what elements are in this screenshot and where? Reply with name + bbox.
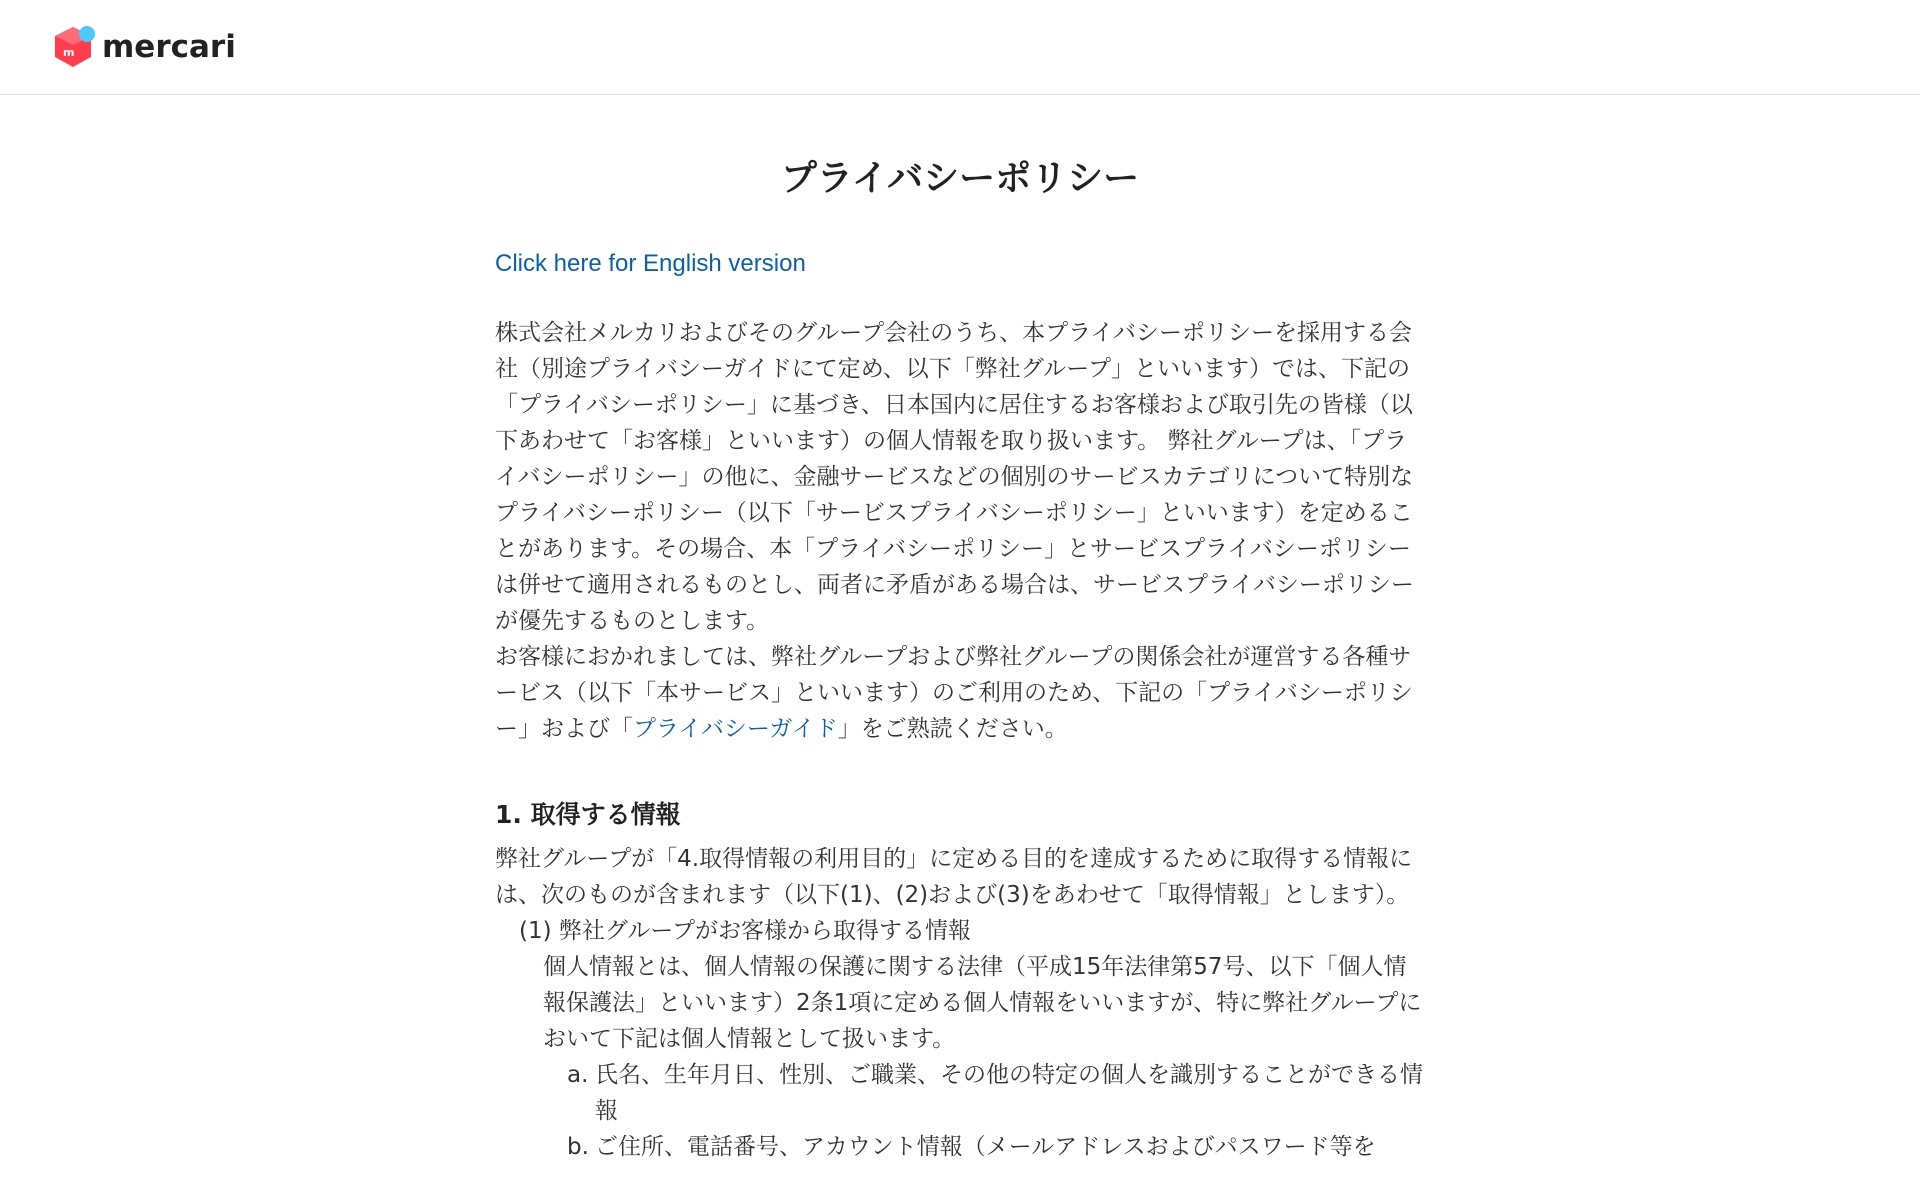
list-item-text: 氏名、生年月日、性別、ご職業、その他の特定の個人を識別することができる情報 — [595, 1062, 1423, 1125]
subsection-description: 個人情報とは、個人情報の保護に関する法律（平成15年法律第57号、以下「個人情報保護法」といいます）2条1項に定める個人情報をいいますが、特に弊社グループにおいて下記は個人情報として扱います。 — [543, 954, 1422, 1053]
logo-text: mercari — [102, 28, 236, 65]
svg-text:m: m — [63, 46, 75, 59]
subsection-heading: (1) 弊社グループがお客様から取得する情報 — [519, 918, 972, 945]
list-item-text: ご住所、電話番号、アカウント情報（メールアドレスおよびパスワード等を — [595, 1134, 1376, 1161]
list-item — [567, 1129, 1425, 1165]
site-header — [0, 0, 1920, 95]
intro-text-before: お客様におかれましては、弊社グループおよび弊社グループの関係会社が運営する各種サービス（以下「本サービス」といいます）のご利用のため、下記の「プライバシーポリシー」および「 — [495, 643, 1413, 742]
mercari-logo[interactable] — [53, 25, 236, 69]
page-title: プライバシーポリシー — [780, 158, 1140, 199]
list-item — [567, 1057, 1425, 1129]
intro-paragraph-2 — [495, 639, 1425, 747]
english-version-link[interactable]: Click here for English version — [495, 250, 806, 278]
section-lead: 弊社グループが「4.取得情報の利用目的」に定める目的を達成するために取得する情報には、次のものが含まれます（以下(1)、(2)および(3)をあわせて「取得情報」とします）。 — [495, 846, 1413, 909]
intro-text-after: 」をご熟読ください。 — [837, 715, 1068, 742]
list-marker: a. — [567, 1062, 589, 1089]
privacy-policy-content — [495, 95, 1425, 1165]
list-marker: b. — [567, 1134, 589, 1161]
privacy-guide-link[interactable]: プライバシーガイド — [633, 715, 838, 742]
mercari-logo-icon — [53, 25, 97, 69]
section-heading: 1. 取得する情報 — [495, 799, 681, 829]
intro-paragraph: 株式会社メルカリおよびそのグループ会社のうち、本プライバシーポリシーを採用する会社（別途プライバシーガイドにて定め、以下「弊社グループ」といいます）では、下記の「プライバシーポリシー」に基づき、日本国内に居住するお客様および取引先の皆様（以下あわせて「お客様」といいます）の個人情報を取り扱います。 弊社グループは、「プライバシーポリシー」の他に、金融サービスなどの個別のサービスカテゴリについて特別なプライバシーポリシー（以下「サービスプライバシーポリシー」といいます）を定めることがあります。その場合、本「プライバシーポリシー」とサービスプライバシーポリシーは併せて適用されるものとし、両者に矛盾がある場合は、サービスプライバシーポリシーが優先するものとします。 — [495, 319, 1414, 634]
